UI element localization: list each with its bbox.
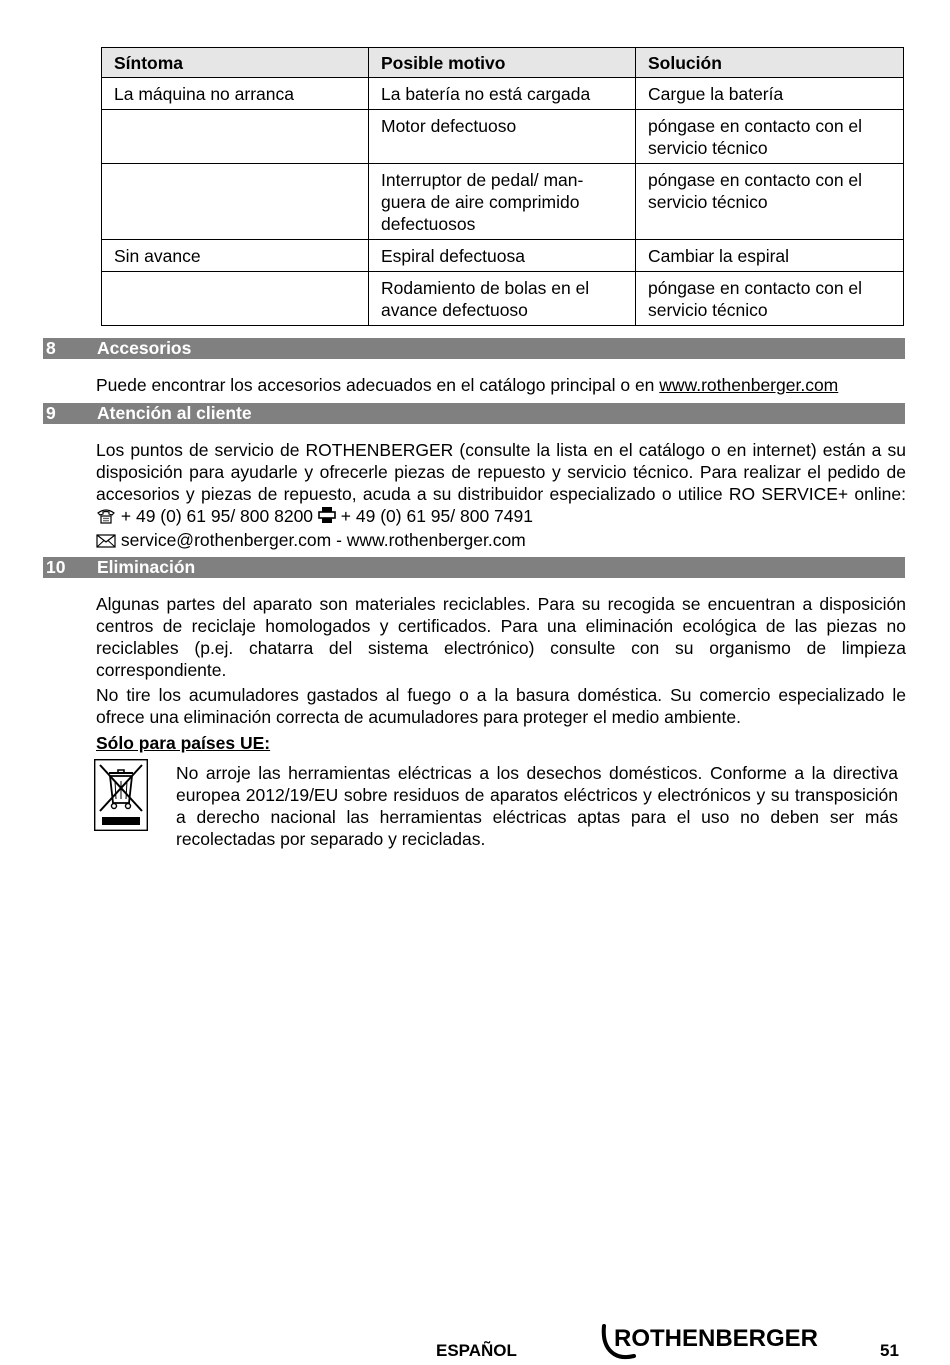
accessories-text: Puede encontrar los accesorios adecuados en el catálogo principal o en xyxy=(96,375,660,395)
table-cell: Sin avance xyxy=(102,240,369,272)
table-cell: póngase en contacto con el servicio técnico xyxy=(636,272,904,326)
table-row xyxy=(102,272,904,326)
table-cell: Interruptor de pedal/ man- guera de aire comprimido defectuosos xyxy=(369,164,636,240)
phone-icon xyxy=(96,507,116,529)
page-number: 51 xyxy=(880,1341,899,1360)
disposal-paragraph-1: Algunas partes del aparato son materiales reciclables. Para su recogida se encuentran a disposición centros de reciclaje homologados y certificados. Para una eliminación ecológica de las piezas no reciclables (p.ej. chatarra del sistema electrónico) consulte con su organismo de limpieza correspondiente. xyxy=(96,594,906,680)
rothenberger-logo xyxy=(600,1322,850,1365)
disposal-paragraph-2: No tire los acumuladores gastados al fuego o a la basura doméstica. Su comercio especializado le ofrece una eliminación correcta de acumuladores para proteger el medio ambiente. xyxy=(96,685,906,727)
table-cell: póngase en contacto con el servicio técnico xyxy=(636,164,904,240)
column-header-cause: Posible motivo xyxy=(369,48,636,78)
fax-icon xyxy=(318,506,336,529)
table-row xyxy=(102,164,904,240)
troubleshooting-table xyxy=(101,47,904,326)
section-title: Eliminación xyxy=(97,557,196,577)
table-row xyxy=(102,110,904,164)
fax-number: + 49 (0) 61 95/ 800 7491 xyxy=(340,506,533,526)
column-header-symptom: Síntoma xyxy=(102,48,369,78)
table-row xyxy=(102,78,904,110)
rothenberger-website-link[interactable]: www.rothenberger.com xyxy=(659,375,839,395)
section-heading-customer-service xyxy=(43,403,905,424)
crossed-out-wheelie-bin-icon xyxy=(94,759,148,831)
envelope-icon xyxy=(96,531,116,553)
table-cell xyxy=(102,272,369,326)
table-cell: Motor defectuoso xyxy=(369,110,636,164)
footer-language: ESPAÑOL xyxy=(436,1341,517,1360)
table-cell: Espiral defectuosa xyxy=(369,240,636,272)
email-and-web[interactable]: service@rothenberger.com - www.rothenberger.com xyxy=(120,530,526,550)
table-cell: Rodamiento de bolas en el avance defectuoso xyxy=(369,272,636,326)
table-cell: Cambiar la espiral xyxy=(636,240,904,272)
section-number: 9 xyxy=(46,403,56,423)
table-cell xyxy=(102,164,369,240)
section-title: Accesorios xyxy=(97,338,192,358)
eu-heading-text: Sólo para países UE: xyxy=(96,733,271,753)
section-number: 10 xyxy=(46,557,66,577)
table-cell: La batería no está cargada xyxy=(369,78,636,110)
phone-number: + 49 (0) 61 95/ 800 8200 xyxy=(120,506,314,526)
section-heading-disposal xyxy=(43,557,905,578)
table-cell: Cargue la batería xyxy=(636,78,904,110)
table-cell: La máquina no arranca xyxy=(102,78,369,110)
accessories-paragraph xyxy=(96,374,906,396)
customer-service-text: Los puntos de servicio de ROTHENBERGER (consulte la lista en el catálogo o en internet) están a su disposición para ayudarle y ofrecerle piezas de repuesto y servicio técnico. Para realizar el pedido de accesorios y piezas de repuesto, acuda a su distribuidor especializado o utilice RO SERVICE+ online: xyxy=(96,440,906,504)
section-number: 8 xyxy=(46,338,56,358)
table-cell xyxy=(102,110,369,164)
table-cell: póngase en contacto con el servicio técnico xyxy=(636,110,904,164)
customer-service-paragraph xyxy=(96,439,906,553)
weee-paragraph: No arroje las herramientas eléctricas a los desechos domésticos. Conforme a la directiva europea 2012/19/EU sobre residuos de aparatos eléctricos y electrónicos y su transposición a derecho nacional las herramientas eléctricas aptas para el uso no deben ser más recolectadas por separado y recicladas. xyxy=(176,763,898,849)
logo-text: ROTHENBERGER xyxy=(614,1325,819,1352)
table-header-row xyxy=(102,48,904,78)
column-header-solution: Solución xyxy=(636,48,904,78)
eu-heading xyxy=(96,732,906,754)
table-row xyxy=(102,240,904,272)
section-title: Atención al cliente xyxy=(97,403,252,423)
section-heading-accessories xyxy=(43,338,905,359)
